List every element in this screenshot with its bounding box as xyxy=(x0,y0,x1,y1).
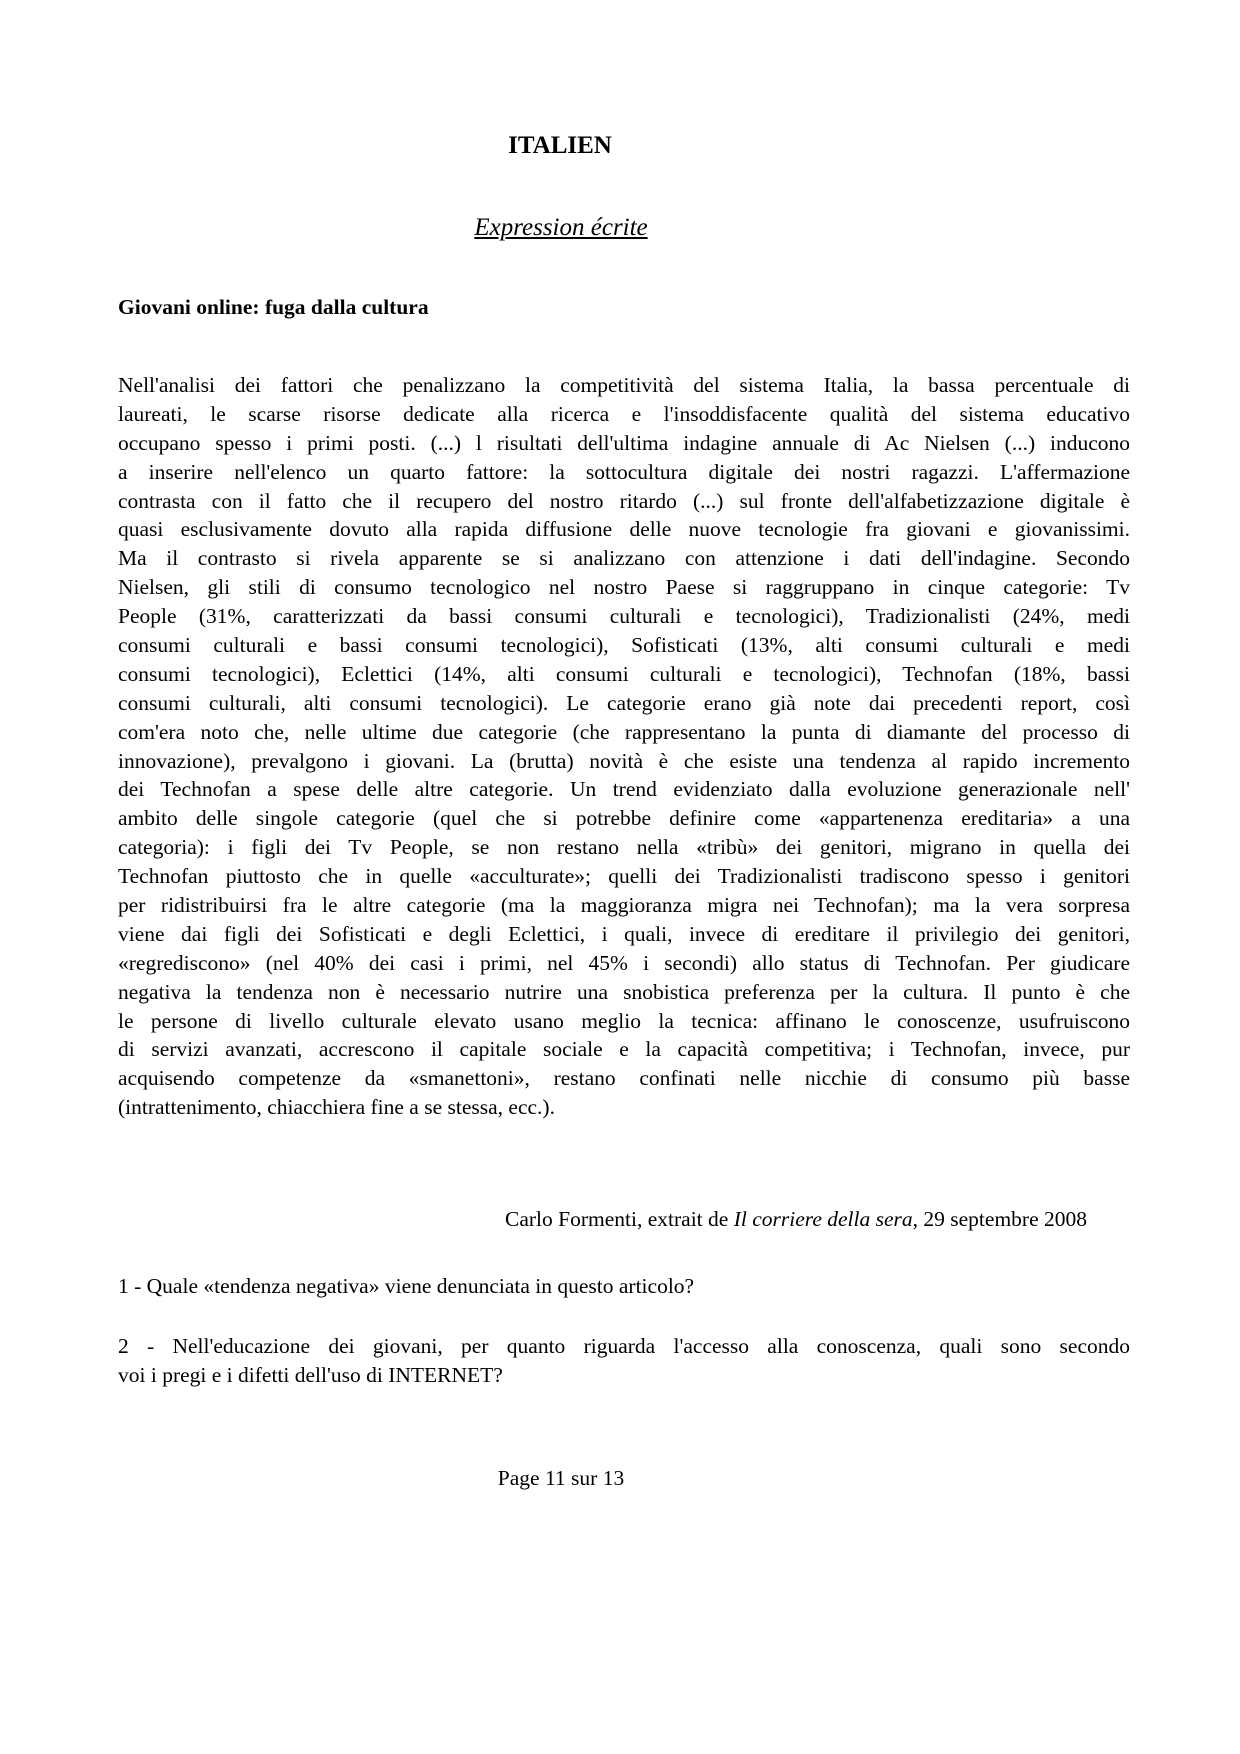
article-line: (intrattenimento, chiacchiera fine a se stessa, ecc.). xyxy=(118,1095,555,1120)
article-line: consumi culturali, alti consumi tecnologici). Le categorie erano già note dai precedenti report, così xyxy=(118,690,1130,715)
question-1: 1 - Quale «tendenza negativa» viene denunciata in questo articolo? xyxy=(118,1274,695,1298)
article-line: Ma il contrasto si rivela apparente se si analizzano con attenzione i dati dell'indagine. Secondo xyxy=(118,546,1130,571)
article-line: People (31%, caratterizzati da bassi consumi culturali e tecnologici), Tradizionalisti (24%, medi xyxy=(118,604,1130,629)
article-line: di servizi avanzati, accrescono il capitale sociale e la capacità competitiva; i Technofan, invece, pur xyxy=(118,1037,1130,1062)
page-number: Page 11 sur 13 xyxy=(497,1466,625,1490)
section-subtitle: Expression écrite xyxy=(474,214,648,241)
article-line: acquisendo competenze da «smanettoni», restano confinati nelle nicchie di consumo più basse xyxy=(118,1066,1130,1091)
article-line: Nielsen, gli stili di consumo tecnologico nel nostro Paese si raggruppano in cinque categorie: Tv xyxy=(118,575,1130,600)
article-line: quasi esclusivamente dovuto alla rapida diffusione delle nuove tecnologie fra giovani e giovanissimi. xyxy=(118,517,1130,542)
article-heading: Giovani online: fuga dalla cultura xyxy=(118,295,429,319)
question-2 xyxy=(118,1332,1130,1390)
article-line: categoria): i figli dei Tv People, se non restano nella «tribù» dei genitori, migrano in quella dei xyxy=(118,835,1130,860)
article-line: laureati, le scarse risorse dedicate alla ricerca e l'insoddisfacente qualità del sistema educativo xyxy=(118,401,1130,426)
article-line: contrasta con il fatto che il recupero del nostro ritardo (...) sul fronte dell'alfabetizzazione digitale è xyxy=(118,488,1130,513)
article-line: ambito delle singole categorie (quel che si potrebbe definire come «appartenenza ereditaria» a una xyxy=(118,806,1130,831)
source-suffix: , 29 septembre 2008 xyxy=(912,1207,1087,1231)
source-publication: Il corriere della sera xyxy=(733,1207,913,1231)
article-body xyxy=(118,371,1130,1122)
article-line: dei Technofan a spese delle altre categorie. Un trend evidenziato dalla evoluzione generazionale nell' xyxy=(118,777,1130,802)
question-2-line: voi i pregi e i difetti dell'uso di INTERNET? xyxy=(118,1362,503,1387)
article-line: Nell'analisi dei fattori che penalizzano la competitività del sistema Italia, la bassa percentuale di xyxy=(118,373,1130,397)
article-line: le persone di livello culturale elevato usano meglio la tecnica: affinano le conoscenze, usufruiscono xyxy=(118,1008,1130,1033)
article-line: Technofan piuttosto che in quelle «acculturate»; quelli dei Tradizionalisti tradiscono spesso i genitori xyxy=(118,864,1130,889)
source-prefix: Carlo Formenti, extrait de xyxy=(505,1207,734,1231)
article-line: a inserire nell'elenco un quarto fattore: la sottocultura digitale dei nostri ragazzi. L'affermazione xyxy=(118,459,1130,484)
question-2-line: 2 - Nell'educazione dei giovani, per quanto riguarda l'accesso alla conoscenza, quali sono secondo xyxy=(118,1334,1130,1358)
article-line: «regrediscono» (nel 40% dei casi i primi, nel 45% i secondi) allo status di Technofan. Per giudicare xyxy=(118,950,1130,975)
page-title: ITALIEN xyxy=(508,132,612,159)
article-source xyxy=(0,1207,1087,1232)
article-line: per ridistribuirsi fra le altre categorie (ma la maggioranza migra nei Technofan); ma la vera sorpresa xyxy=(118,893,1130,918)
article-line: viene dai figli dei Sofisticati e degli Eclettici, i quali, invece di ereditare il privilegio dei genitori, xyxy=(118,921,1130,946)
article-line: consumi tecnologici), Eclettici (14%, alti consumi culturali e tecnologici), Technofan (18%, bassi xyxy=(118,661,1130,686)
article-line: com'era noto che, nelle ultime due categorie (che rappresentano la punta di diamante del processo di xyxy=(118,719,1130,744)
article-line: innovazione), prevalgono i giovani. La (brutta) novità è che esiste una tendenza al rapido incremento xyxy=(118,748,1130,773)
article-line: consumi culturali e bassi consumi tecnologici), Sofisticati (13%, alti consumi culturali e medi xyxy=(118,633,1130,658)
article-line: occupano spesso i primi posti. (...) l risultati dell'ultima indagine annuale di Ac Nielsen (...) inducono xyxy=(118,430,1130,455)
article-line: negativa la tendenza non è necessario nutrire una snobistica preferenza per la cultura. Il punto è che xyxy=(118,979,1130,1004)
